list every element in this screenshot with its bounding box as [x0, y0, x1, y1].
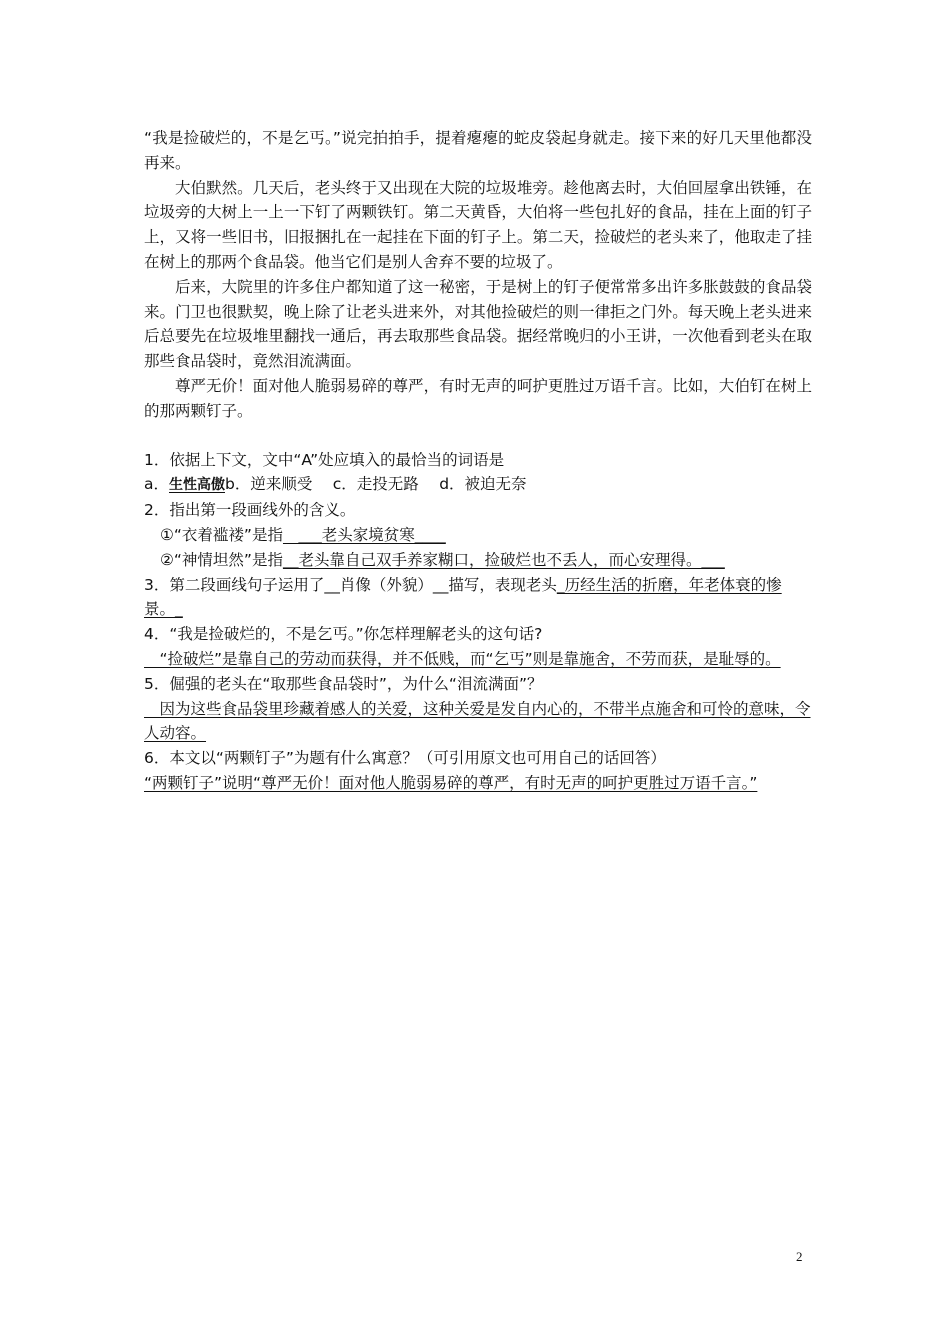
section-gap: [144, 424, 812, 448]
question-6-stem: 6．本文以“两颗钉子”为题有什么寓意？（可引用原文也可用自己的话回答）: [144, 749, 666, 768]
option-rest: b．逆来顺受 c．走投无路 d．被迫无奈: [225, 475, 527, 494]
passage-paragraph-3: 后来，大院里的许多住户都知道了这一秘密，于是树上的钉子便常常多出许多胀鼓鼓的食品袋来。门卫也很默契，晚上除了让老头进来外，对其他捡破烂的则一律拒之门外。每天晚上老头进来后总要先在垃圾堆里翻找一通后，再去取那些食品袋。据经常晚归的小王讲，一次他看到老头在取那些食品袋时，竟然泪流满面。: [144, 277, 812, 371]
passage-paragraph-1: “我是捡破烂的，不是乞丐。”说完拍拍手，提着瘪瘪的蛇皮袋起身就走。接下来的好几天里他都没再来。: [144, 129, 812, 172]
question-4-answer: “捡破烂”是靠自己的劳动而获得，并不低贱，而“乞丐”则是靠施舍，不劳而获，是耻辱的。: [144, 649, 781, 668]
question-3: [144, 573, 812, 623]
question-1-stem: 1．依据上下文，文中“A”处应填入的最恰当的词语是: [144, 450, 505, 469]
question-6-answer: “两颗钉子”说明“尊严无价！面对他人脆弱易碎的尊严，有时无声的呵护更胜过万语千言。”: [144, 773, 758, 792]
item-1-prefix: ①“衣着褴褛”是指: [160, 525, 283, 544]
question-2-item-1: [144, 523, 812, 548]
question-3-middle: 描写，表现老头: [448, 575, 557, 594]
question-5-stem: 5．倔强的老头在“取那些食品袋时”，为什么“泪流满面”？: [144, 674, 543, 693]
document-body: [144, 126, 812, 796]
passage-paragraph-4: 尊严无价！面对他人脆弱易碎的尊严，有时无声的呵护更胜过万语千言。比如，大伯钉在树上的那两颗钉子。: [144, 376, 812, 420]
item-1-answer: ___老头家境贫寒____: [282, 525, 446, 544]
question-1-options: [144, 472, 812, 498]
question-3-answer-1: __肖像（外貌）__: [324, 575, 449, 594]
question-2-item-2: [144, 548, 812, 573]
item-2-answer: __老头靠自己双手养家糊口，捡破烂也不丢人，而心安理得。___: [282, 550, 725, 569]
question-2-stem: 2．指出第一段画线外的含义。: [144, 501, 356, 520]
question-3-prefix: 3．第二段画线句子运用了: [144, 575, 325, 594]
question-3-answer-2: _历经生活的折磨，年老体衰的惨景。_: [144, 575, 782, 619]
item-2-prefix: ②“神情坦然”是指: [160, 550, 283, 569]
question-4-stem: 4．“我是捡破烂的，不是乞丐。”你怎样理解老头的这句话?: [144, 625, 543, 644]
question-1-handwritten-answer: 生性高傲: [169, 477, 225, 494]
option-a-prefix: a．: [144, 475, 169, 494]
page-number: 2: [796, 1249, 803, 1264]
passage-paragraph-2: 大伯默然。几天后，老头终于又出现在大院的垃圾堆旁。趁他离去时，大伯回屋拿出铁锤，在垃圾旁的大树上一上一下钉了两颗铁钉。第二天黄昏，大伯将一些包扎好的食品，挂在上面的钉子上，又将一些旧书，旧报捆扎在一起挂在下面的钉子上。第二天，捡破烂的老头来了，他取走了挂在树上的那两个食品袋。他当它们是别人舍弃不要的垃圾了。: [144, 178, 812, 271]
question-5-answer: 因为这些食品袋里珍藏着感人的关爱，这种关爱是发自内心的，不带半点施舍和可怜的意味，令人动容。: [144, 699, 811, 743]
